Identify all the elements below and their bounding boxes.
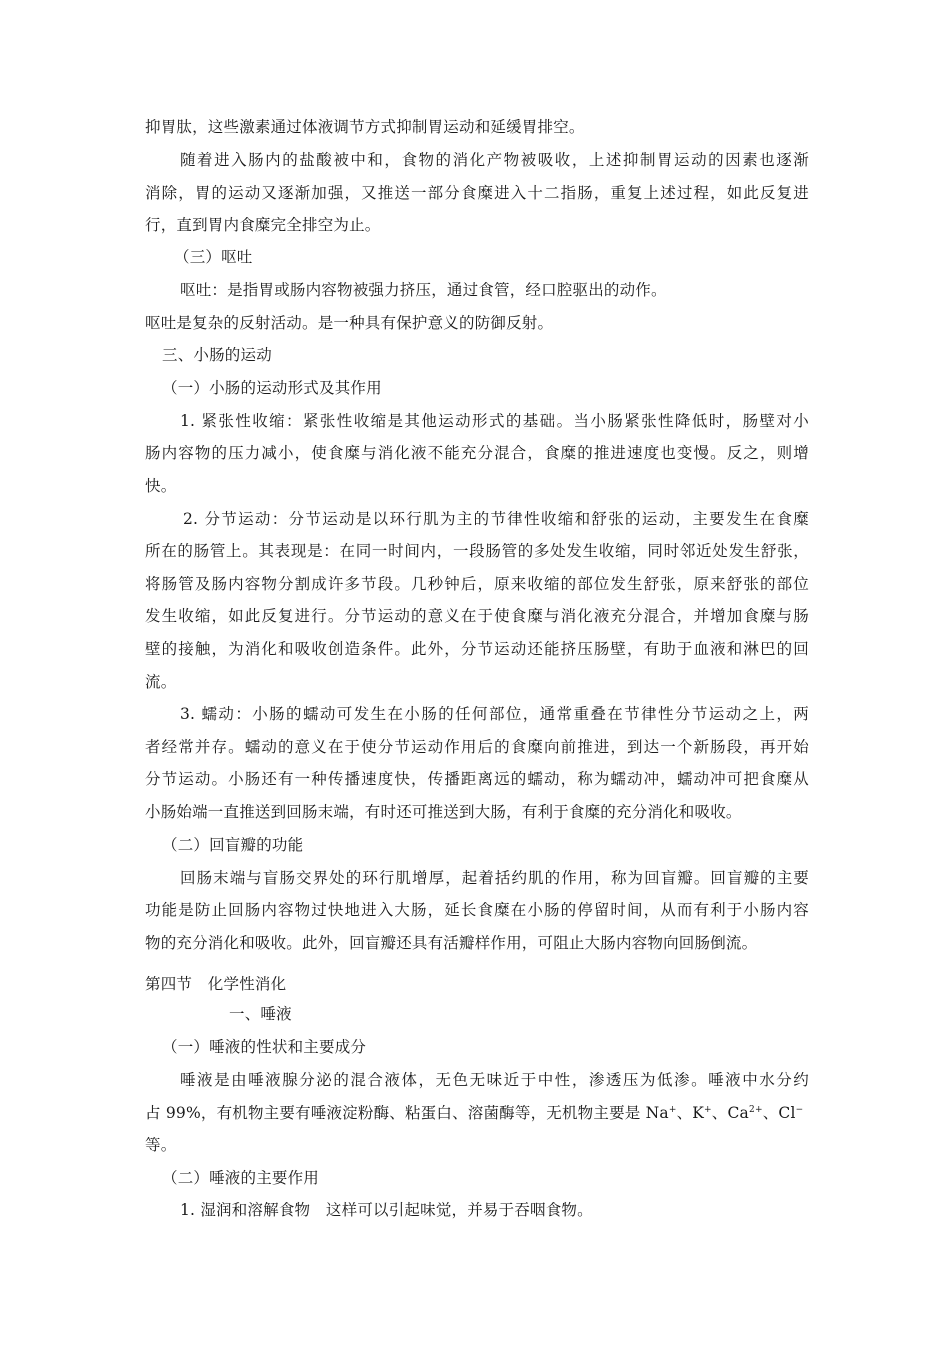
paragraph-line-ions [145,1103,803,1123]
section-heading: （一）唾液的性状和主要成分 [162,1038,367,1056]
paragraph-line: 分节运动。小肠还有一种传播速度快，传播距离远的蠕动，称为蠕动冲，蠕动冲可把食糜从 [145,770,809,788]
paragraph-line: 唾液是由唾液腺分泌的混合液体，无色无味近于中性，渗透压为低渗。唾液中水分约 [180,1071,809,1089]
paragraph-line: 1. 紧张性收缩：紧张性收缩是其他运动形式的基础。当小肠紧张性降低时，肠壁对小 [180,412,809,430]
paragraph-line: 回肠末端与盲肠交界处的环行肌增厚，起着括约肌的作用，称为回盲瓣。回盲瓣的主要 [180,869,809,887]
paragraph-line: 壁的接触，为消化和吸收创造条件。此外，分节运动还能挤压肠壁，有助于血液和淋巴的回 [145,640,809,658]
paragraph-line: 将肠管及肠内容物分割成许多节段。几秒钟后，原来收缩的部位发生舒张，原来舒张的部位 [145,575,809,593]
paragraph-line: 肠内容物的压力减小，使食糜与消化液不能充分混合，食糜的推进速度也变慢。反之，则增 [145,444,809,462]
ion-k: K [692,1104,705,1122]
paragraph-line: 消除，胃的运动又逐渐加强，又推送一部分食糜进入十二指肠，重复上述过程，如此反复进 [145,184,809,202]
paragraph-line: 2. 分节运动：分节运动是以环行肌为主的节律性收缩和舒张的运动，主要发生在食糜 [183,510,809,528]
section-heading: （三）呕吐 [174,248,253,266]
section-heading: （二）唾液的主要作用 [162,1169,320,1187]
chapter-heading: 第四节 化学性消化 [145,975,287,993]
paragraph-line: 等。 [145,1136,177,1154]
paragraph-line: 所在的肠管上。其表现是：在同一时间内，一段肠管的多处发生收缩，同时邻近处发生舒张， [145,542,809,560]
ion-ca: Ca [727,1104,750,1122]
paragraph-line: 物的充分消化和吸收。此外，回盲瓣还具有活瓣样作用，可阻止大肠内容物向回肠倒流。 [145,934,758,952]
superscript: 2+ [749,1104,763,1115]
separator: 、 [762,1104,779,1122]
paragraph-line: 功能是防止回肠内容物过快地进入大肠，延长食糜在小肠的停留时间，从而有利于小肠内容 [145,901,809,919]
section-heading: （二）回盲瓣的功能 [162,836,304,854]
ion-text: 占 99%，有机物主要有唾液淀粉酶、粘蛋白、溶菌酶等，无机物主要是 Na [145,1104,669,1122]
paragraph-line: 3. 蠕动：小肠的蠕动可发生在小肠的任何部位，通常重叠在节律性分节运动之上，两 [180,705,809,723]
superscript: + [668,1104,677,1115]
paragraph-line: 发生收缩，如此反复进行。分节运动的意义在于使食糜与消化液充分混合，并增加食糜与肠 [145,607,809,625]
paragraph-line: 流。 [145,673,177,691]
separator: 、 [676,1104,693,1122]
ion-cl: Cl [778,1104,796,1122]
section-heading: 一、唾液 [229,1005,292,1023]
superscript: − [795,1104,804,1115]
superscript: + [704,1104,712,1115]
section-heading: 三、小肠的运动 [162,346,272,364]
paragraph-line: 呕吐是复杂的反射活动。是一种具有保护意义的防御反射。 [145,314,554,332]
paragraph-line: 行，直到胃内食糜完全排空为止。 [145,216,381,234]
paragraph-line: 抑胃肽，这些激素通过体液调节方式抑制胃运动和延缓胃排空。 [145,118,585,136]
separator: 、 [711,1104,728,1122]
paragraph-line: 呕吐：是指胃或肠内容物被强力挤压，通过食管，经口腔驱出的动作。 [180,281,667,299]
paragraph-line: 者经常并存。蠕动的意义在于使分节运动作用后的食糜向前推进，到达一个新肠段，再开始 [145,738,809,756]
paragraph-line: 随着进入肠内的盐酸被中和，食物的消化产物被吸收，上述抑制胃运动的因素也逐渐 [180,151,809,169]
paragraph-line: 小肠始端一直推送到回肠末端，有时还可推送到大肠，有利于食糜的充分消化和吸收。 [145,803,742,821]
paragraph-line: 快。 [145,477,177,495]
section-heading: （一）小肠的运动形式及其作用 [162,379,382,397]
paragraph-line: 1. 湿润和溶解食物 这样可以引起味觉，并易于吞咽食物。 [180,1201,593,1219]
